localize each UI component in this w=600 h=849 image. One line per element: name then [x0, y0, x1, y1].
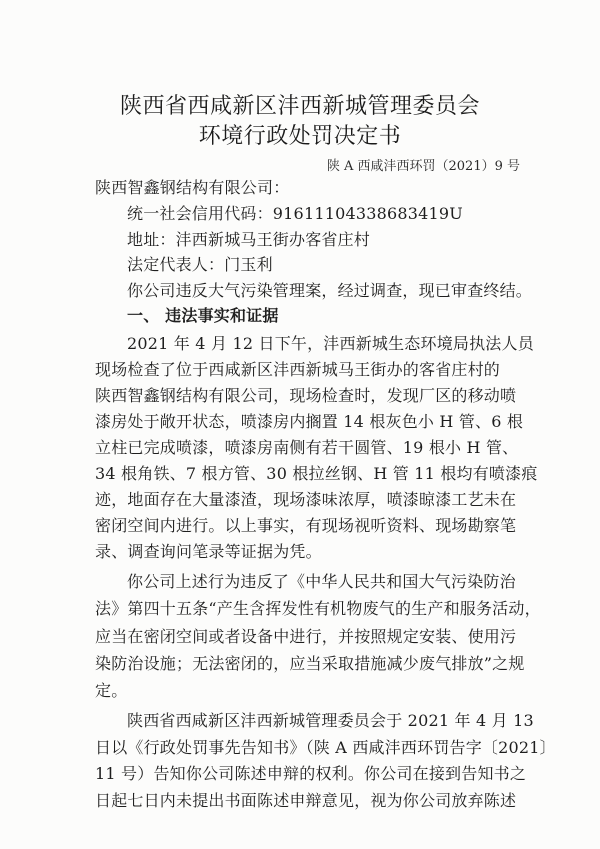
recipient-legal-rep: 法定代表人：门玉利	[127, 255, 273, 274]
paragraph-line: 34 根角铁、7 根方管、30 根拉丝钢、H 管 11 根均有喷漆痕	[95, 464, 538, 483]
paragraph-line: 法》第四十五条“产生含挥发性有机物废气的生产和服务活动，	[95, 599, 541, 618]
paragraph-line: 密闭空间内进行。以上事实，有现场视听资料、现场勘察笔	[95, 516, 517, 535]
paragraph-line: 2021 年 4 月 12 日下午，沣西新城生态环境局执法人员	[127, 334, 534, 353]
document-title-line1: 陕西省西咸新区沣西新城管理委员会	[119, 94, 480, 119]
paragraph-line: 日起七日内未提出书面陈述申辩意见，视为你公司放弃陈述	[95, 791, 517, 810]
paragraph-line: 录、调查询问笔录等证据为凭。	[95, 542, 322, 561]
paragraph-line: 日以《行政处罚事先告知书》（陕 A 西咸沣西环罚告字〔2021〕	[95, 738, 556, 757]
paragraph-line: 现场检查了位于西咸新区沣西新城马王街办的客省庄村的	[95, 360, 501, 379]
paragraph-line: 漆房处于敞开状态，喷漆房内搁置 14 根灰色小 H 管、6 根	[95, 412, 524, 431]
intro-sentence: 你公司违反大气污染管理案，经过调查，现已审查终结。	[127, 281, 533, 300]
document-number: 陕 A 西咸沣西环罚（2021）9 号	[326, 159, 520, 174]
recipient-address: 地址：沣西新城马王街办客省庄村	[127, 230, 371, 249]
paragraph-line: 陕西省西咸新区沣西新城管理委员会于 2021 年 4 月 13	[127, 711, 534, 730]
section-heading-facts: 一、 违法事实和证据	[127, 306, 279, 325]
document-title-line2: 环境行政处罚决定书	[198, 124, 402, 149]
paragraph-line: 应当在密闭空间或者设备中进行，并按照规定安装、使用污	[95, 627, 517, 646]
paragraph-line: 迹，地面存在大量漆渣，现场漆味浓厚，喷漆晾漆工艺未在	[95, 490, 517, 509]
paragraph-line: 11 号）告知你公司陈述申辩的权利。你公司在接到告知书之	[95, 764, 527, 783]
paragraph-line: 陕西智鑫钢结构有限公司，现场检查时，发现厂区的移动喷	[95, 386, 517, 405]
paragraph-line: 定。	[95, 681, 128, 700]
recipient-credit-code: 统一社会信用代码：91611104338683419U	[127, 204, 463, 223]
paragraph-line: 染防治设施；无法密闭的，应当采取措施减少废气排放”之规	[95, 654, 525, 673]
paragraph-line: 你公司上述行为违反了《中华人民共和国大气污染防治	[127, 572, 516, 591]
paragraph-line: 立柱已完成喷漆，喷漆房南侧有若干圆管、19 根小 H 管、	[95, 438, 519, 457]
recipient-company: 陕西智鑫钢结构有限公司：	[95, 178, 290, 197]
